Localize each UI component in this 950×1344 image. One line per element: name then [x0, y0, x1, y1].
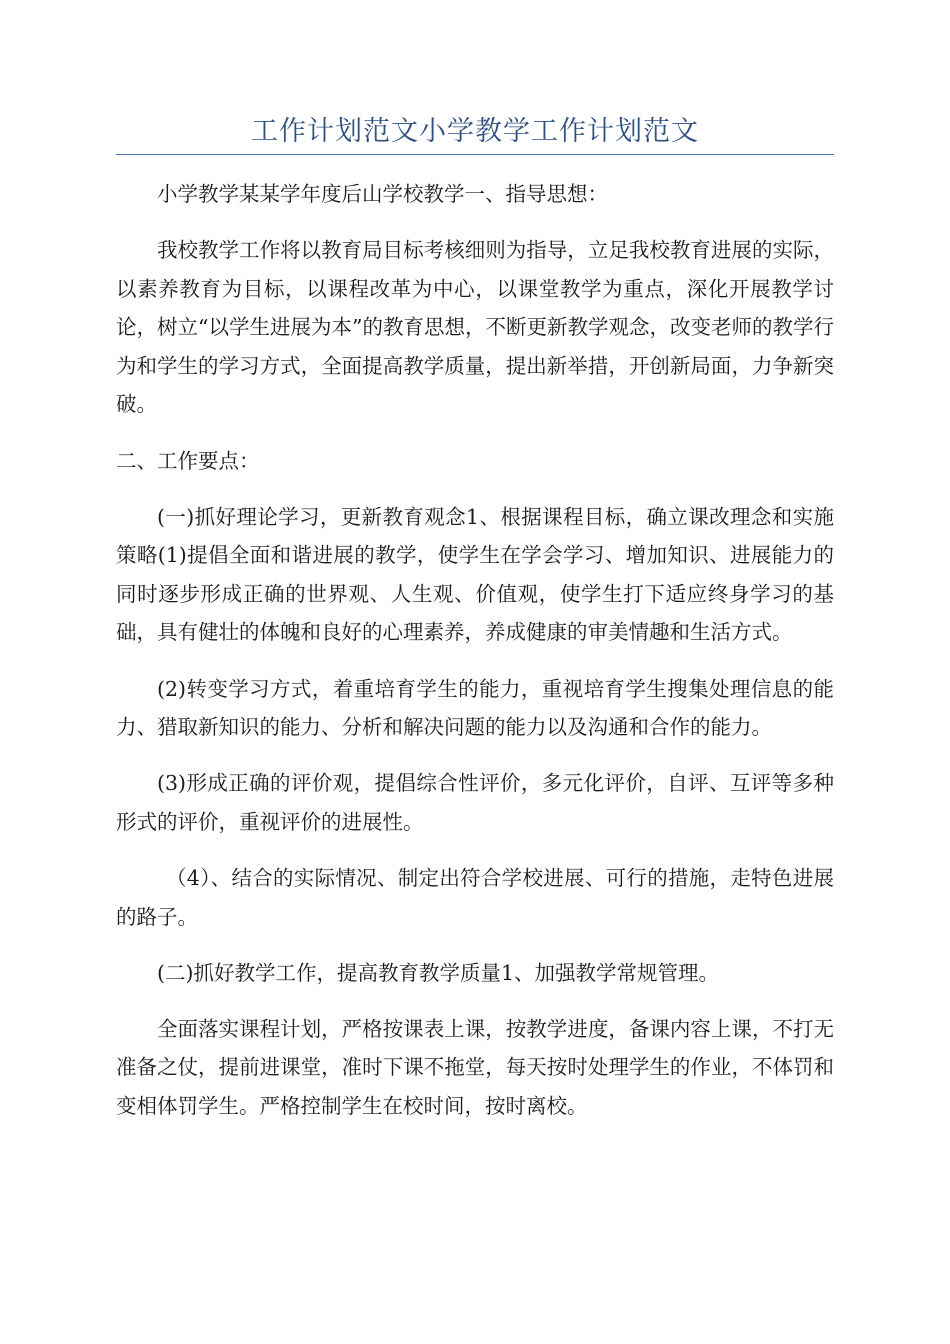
learning-method-paragraph: (2)转变学习方式，着重培育学生的能力，重视培育学生搜集处理信息的能力、猎取新知识的能力、分析和解决问题的能力以及沟通和合作的能力。: [116, 676, 834, 740]
section-heading-work-points: 二、工作要点：: [116, 448, 260, 473]
document-body: [116, 175, 834, 1143]
evaluation-paragraph: (3)形成正确的评价观，提倡综合性评价，多元化评价，自评、互评等多种形式的评价，重视评价的进展性。: [116, 771, 834, 834]
teaching-work-paragraph: (二)抓好教学工作，提高教育教学质量1、加强教学常规管理。: [157, 960, 720, 985]
curriculum-plan-paragraph: 全面落实课程计划，严格按课表上课，按教学进度，备课内容上课，不打无准备之仗，提前进课堂，准时下课不拖堂，每天按时处理学生的作业，不体罚和变相体罚学生。严格控制学生在校时间，按时离校。: [116, 1016, 834, 1118]
intro-paragraph: 小学教学某某学年度后山学校教学一、指导思想：: [157, 182, 608, 206]
guiding-thought-paragraph: 我校教学工作将以教育局目标考核细则为指导，立足我校教育进展的实际，以素养教育为目标，以课程改革为中心，以课堂教学为重点，深化开展教学讨论，树立“以学生进展为本”的教育思想，不断更新教学观念，改变老师的教学行为和学生的学习方式，全面提高教学质量，提出新举措，开创新局面，力争新突破。: [116, 238, 834, 417]
document-title: 工作计划范文小学教学工作计划范文: [251, 116, 699, 147]
theory-study-paragraph: (一)抓好理论学习，更新教育观念1、根据课程目标，确立课改理念和实施策略(1)提倡全面和谐进展的教学，使学生在学会学习、增加知识、进展能力的同时逐步形成正确的世界观、人生观、价值观，使学生打下适应终身学习的基础，具有健壮的体魄和良好的心理素养，养成健康的审美情趣和生活方式。: [116, 504, 834, 645]
local-measures-paragraph: （4）、结合的实际情况、制定出符合学校进展、可行的措施，走特色进展的路子。: [116, 865, 834, 929]
title-underline: [116, 154, 834, 155]
